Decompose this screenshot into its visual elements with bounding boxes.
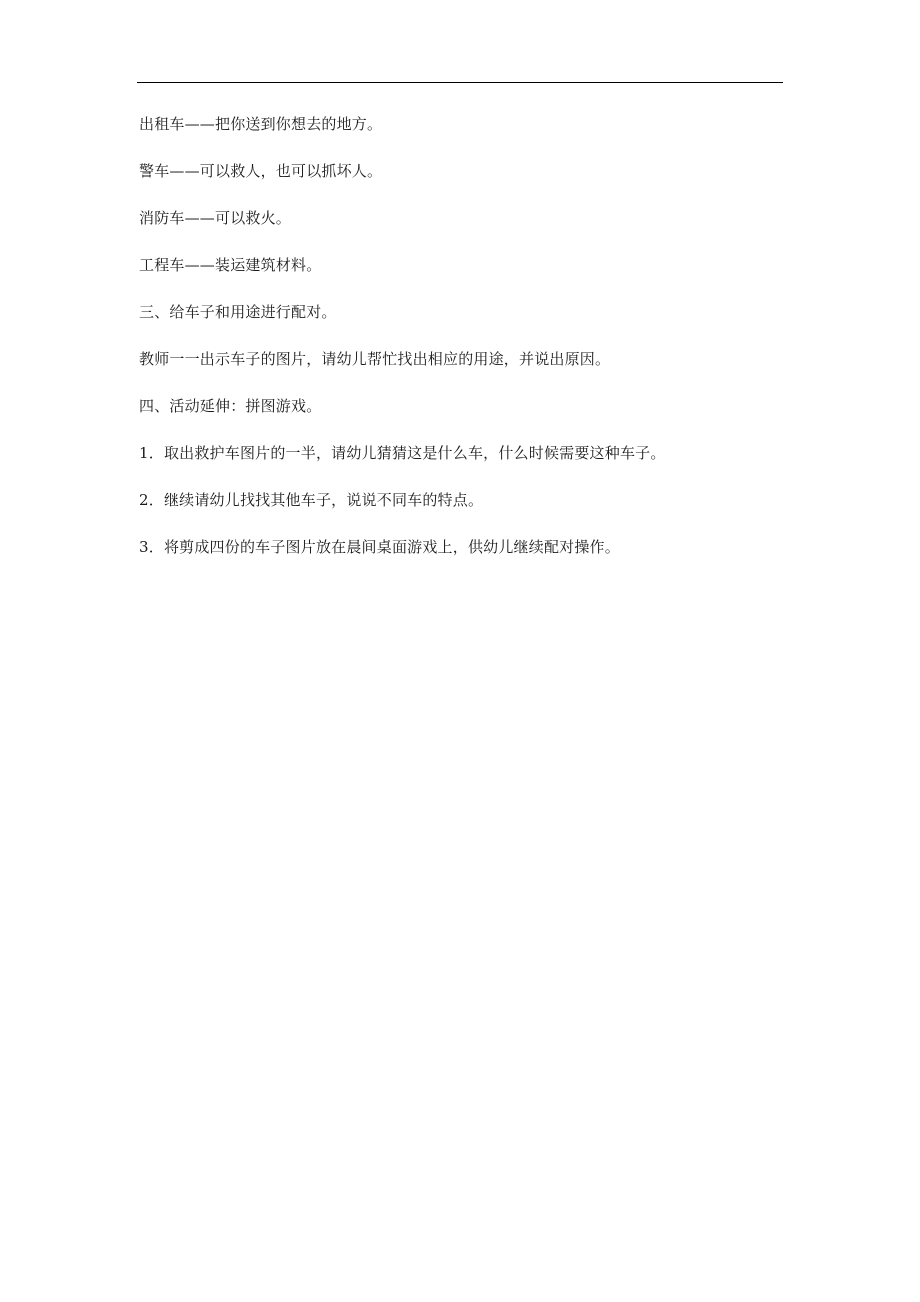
paragraph-police-car: 警车——可以救人，也可以抓坏人。 (139, 162, 383, 180)
section-heading-extension: 四、活动延伸：拼图游戏。 (139, 397, 322, 415)
paragraph-fire-truck: 消防车——可以救火。 (139, 209, 292, 227)
list-item-2: 2．继续请幼儿找找其他车子，说说不同车的特点。 (139, 491, 484, 509)
paragraph-engineering-vehicle: 工程车——装运建筑材料。 (139, 256, 322, 274)
list-item-1: 1．取出救护车图片的一半，请幼儿猜猜这是什么车，什么时候需要这种车子。 (139, 444, 666, 462)
list-item-3: 3．将剪成四份的车子图片放在晨间桌面游戏上，供幼儿继续配对操作。 (139, 538, 620, 556)
paragraph-taxi: 出租车——把你送到你想去的地方。 (139, 115, 383, 133)
document-body (139, 110, 779, 580)
section-heading-matching: 三、给车子和用途进行配对。 (139, 303, 337, 321)
paragraph-teacher-instructions: 教师一一出示车子的图片，请幼儿帮忙找出相应的用途，并说出原因。 (139, 350, 611, 368)
header-rule (137, 82, 783, 83)
